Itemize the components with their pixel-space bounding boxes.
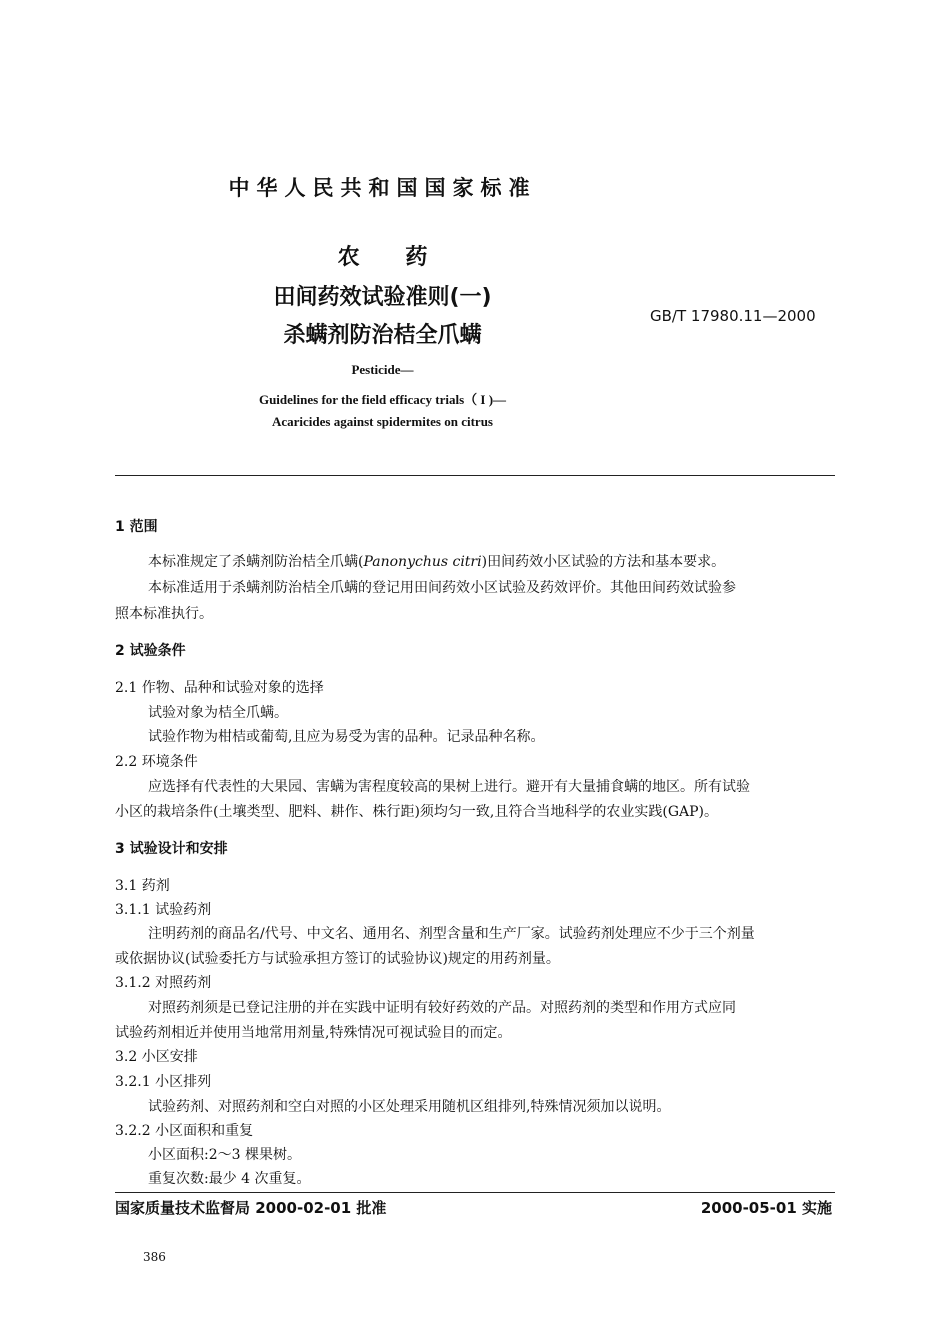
section-3-1-1-line-1: 注明药剂的商品名/代号、中文名、通用名、剂型含量和生产厂家。试验药剂处理应不少于三个剂量 <box>148 926 755 942</box>
section-3-1-heading: 3.1 药剂 <box>115 878 170 894</box>
section-3-2-2-heading: 3.2.2 小区面积和重复 <box>115 1123 254 1139</box>
section-3-2-2-paragraph-1: 小区面积:2～3 棵果树。 <box>148 1147 301 1163</box>
title-line-3: 杀螨剂防治桔全爪螨 <box>283 323 482 348</box>
english-title-line-3: Acaricides against spidermites on citrus <box>272 414 493 429</box>
section-2-heading: 2 试验条件 <box>115 643 186 659</box>
section-3-1-2-line-1: 对照药剂须是已登记注册的并在实践中证明有较好药效的产品。对照药剂的类型和作用方式应同 <box>148 1000 736 1016</box>
section-3-1-2-line-2: 试验药剂相近并使用当地常用剂量,特殊情况可视试验目的而定。 <box>115 1025 512 1041</box>
section-2-1-paragraph-2: 试验作物为柑桔或葡萄,且应为易受为害的品种。记录品种名称。 <box>148 729 545 745</box>
implementation-line: 2000-05-01 实施 <box>700 1199 832 1217</box>
section-3-2-2-paragraph-2: 重复次数:最少 4 次重复。 <box>148 1171 311 1187</box>
title-line-1: 农 药 <box>337 245 428 270</box>
section-1-paragraph-2-line-2: 照本标准执行。 <box>115 606 213 622</box>
header-divider <box>115 475 835 476</box>
species-latin-name: Panonychus citri <box>363 554 482 570</box>
section-2-2-line-1: 应选择有代表性的大果园、害螨为害程度较高的果树上进行。避开有大量捕食螨的地区。所有试验 <box>148 779 750 795</box>
section-2-1-heading: 2.1 作物、品种和试验对象的选择 <box>115 680 324 696</box>
section-3-1-2-heading: 3.1.2 对照药剂 <box>115 975 212 991</box>
english-title-line-1: Pesticide— <box>351 362 414 377</box>
section-1-heading: 1 范围 <box>115 519 158 535</box>
section-2-1-paragraph-1: 试验对象为桔全爪螨。 <box>148 705 288 721</box>
section-3-2-heading: 3.2 小区安排 <box>115 1049 198 1065</box>
standard-number: GB/T 17980.11—2000 <box>650 307 816 325</box>
section-3-1-1-line-2: 或依据协议(试验委托方与试验承担方签订的试验协议)规定的用药剂量。 <box>115 951 560 967</box>
section-1-paragraph-1 <box>148 551 725 571</box>
s1-p1-text-b: )田间药效小区试验的方法和基本要求。 <box>481 554 726 570</box>
page-number: 386 <box>143 1250 166 1264</box>
section-3-1-1-heading: 3.1.1 试验药剂 <box>115 902 212 918</box>
title-line-2: 田间药效试验准则(一) <box>273 285 492 310</box>
approval-line: 国家质量技术监督局 2000-02-01 批准 <box>115 1199 387 1217</box>
s1-p1-text-a: 本标准规定了杀螨剂防治桔全爪螨( <box>148 554 364 570</box>
section-3-2-1-heading: 3.2.1 小区排列 <box>115 1074 212 1090</box>
section-3-2-1-paragraph: 试验药剂、对照药剂和空白对照的小区处理采用随机区组排列,特殊情况须加以说明。 <box>148 1099 671 1115</box>
section-2-2-heading: 2.2 环境条件 <box>115 754 198 770</box>
section-1-paragraph-2-line-1: 本标准适用于杀螨剂防治桔全爪螨的登记用田间药效小区试验及药效评价。其他田间药效试验参 <box>148 580 736 596</box>
english-title-line-2: Guidelines for the field efficacy trials（ I )— <box>258 392 507 407</box>
section-3-heading: 3 试验设计和安排 <box>115 841 228 857</box>
section-2-2-line-2: 小区的栽培条件(土壤类型、肥料、耕作、株行距)须均匀一致,且符合当地科学的农业实践(GAP)。 <box>115 804 719 820</box>
footer-divider <box>115 1192 835 1193</box>
national-standard-header: 中华人民共和国国家标准 <box>228 176 537 200</box>
